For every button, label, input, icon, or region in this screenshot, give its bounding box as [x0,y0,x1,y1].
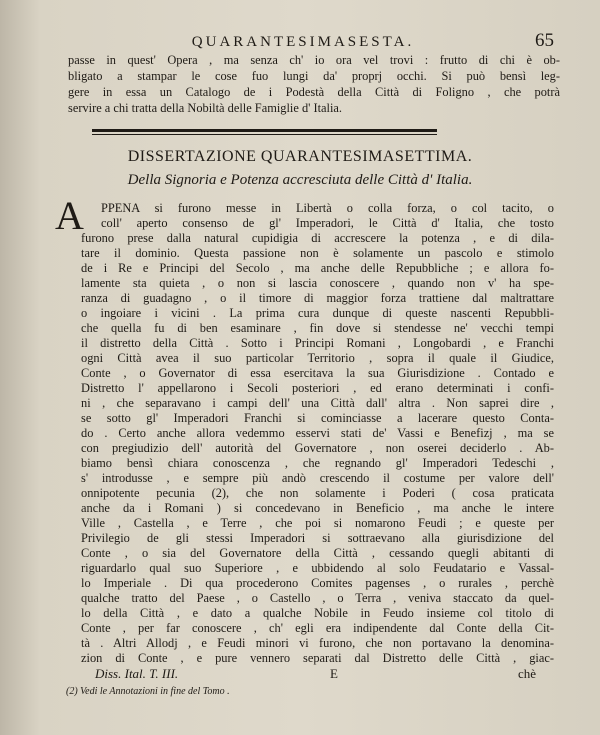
body-line: lo della Città , e dato a qualche Nobile in Feudo insieme col titolo di [81,606,554,620]
signature-mark: Diss. Ital. T. III. [95,666,179,681]
body-line: con pregiudizio dell' autorità del Governatore , non oserei deciderlo . Ab- [81,441,554,455]
body-line: tare il dominio. Questa passione non è solamente un pascolo e stimolo [81,246,554,260]
body-line: Conte , per far conoscere , ch' egli era indipendente dal Conte della Cit- [81,621,554,635]
body-line: se sotto gl' Imperadori Franchi si cominciasse a lacerare questo Conta- [81,411,554,425]
dissertation-title: DISSERTAZIONE QUARANTESIMASETTIMA. [127,148,473,165]
body-line: s' introdusse , e sempre più andò crescendo il costume per valore dell' [81,471,554,485]
body-line: Distretto l' appellarono i Secoli posteriori , ed erano determinati i confi- [81,381,554,395]
body-line: ranza di guadagno , o il timore di maggior forza trattiene dal maltrattare [81,291,554,305]
signature-letter: E [330,666,338,681]
body-line: riguardarlo qual suo Superiore , e ubbidendo al solo Feudatario e Vassal- [81,561,554,575]
body-line: il distretto della Città . Sotto i Principi Romani , Longobardi , e Franchi [81,336,554,350]
text-line: servire a chi tratta della Nobiltà delle Famiglie d' Italia. [68,101,343,115]
text-line: bligato a stampar le cose fuo lungi da' proprj occhi. Si può bensì leg- [68,69,560,83]
body-line: onnipotente pecunia (2), che non solamente i Poderi ( cosa praticata [81,486,554,500]
section-rule [92,129,437,132]
body-line: zion di Conte , e pure vennero separati dal Distretto delle Città , giac- [81,651,554,665]
body-line: biamo bensì chiara conoscenza , che regnando gl' Imperadori Tedeschi , [81,456,554,470]
body-line: lamente sta quieta , o non si lascia conoscere , quando non v' ha spe- [81,276,554,290]
body-line: ni , che separavano i campi dell' una Città dall' altra . Non saprei dire , [81,396,554,410]
body-line: PPENA si furono messe in Libertà o colla forza, o col tacito, o [101,201,554,215]
body-line: ogni Città avea il suo particolar Territorio , sopra il quale il Giudice, [81,351,554,365]
body-line: o ingoiare i vicini . La prima cura dunque di queste nascenti Repubbli- [81,306,554,320]
body-line: tà . Altri Allodj , e Feudi minori vi furono, che non portavano la denomina- [81,636,554,650]
running-head: QUARANTESIMASESTA. [191,34,415,50]
text-line: passe in quest' Opera , ma senza ch' io ora vel trovi : frutto di chi è ob- [68,53,560,67]
footnote: (2) Vedi le Annotazioni in fine del Tomo . [66,686,230,697]
body-line: Conte , o sia del Governatore della Città , cessando quegli abitanti di [81,546,554,560]
catchword: chè [518,666,537,681]
body-line: lo Imperiale . Di qua procederono Comites pagenses , o rurales , perchè [81,576,554,590]
body-line: Privilegio de gli stessi Imperadori si sottraevano alla giurisdizione del [81,531,554,545]
body-line: qualche tratto del Paese , o Castello , o Terra , veniva staccato da quel- [81,591,554,605]
body-line: do . Certo anche allora vedemmo esservi stati de' Vassi e Benefizj , ma se [81,426,554,440]
body-line: Conte , o Governator di essa esercitava la sua Giurisdizione . Contado e [81,366,554,380]
body-line: furono prese dalla natural cupidigia di accrescere la potenza , e di dila- [81,231,554,245]
body-line: anche da i Romani ) si concedevano in Beneficio , ma anche le intere [81,501,554,515]
drop-cap: A [55,193,84,238]
dissertation-subtitle: Della Signoria e Potenza accresciuta delle Città d' Italia. [127,172,473,188]
body-line: de i Re e Principi del Secolo , ma anche delle Repubbliche ; e allora fo- [81,261,554,275]
page-number: 65 [535,30,554,51]
body-line: che quella fu di ben esaminare , fin dove si stendesse ne' vecchi tempi [81,321,554,335]
body-line: Ville , Castella , e Terre , che poi si nomarono Feudi ; e queste per [81,516,554,530]
section-rule-thin [92,134,437,135]
body-line: coll' aperto consenso de gl' Imperadori, le Città d' Italia, che tosto [101,216,554,230]
text-line: gere in essa un Catalogo de i Podestà della Città di Foligno , che potrà [68,85,560,99]
